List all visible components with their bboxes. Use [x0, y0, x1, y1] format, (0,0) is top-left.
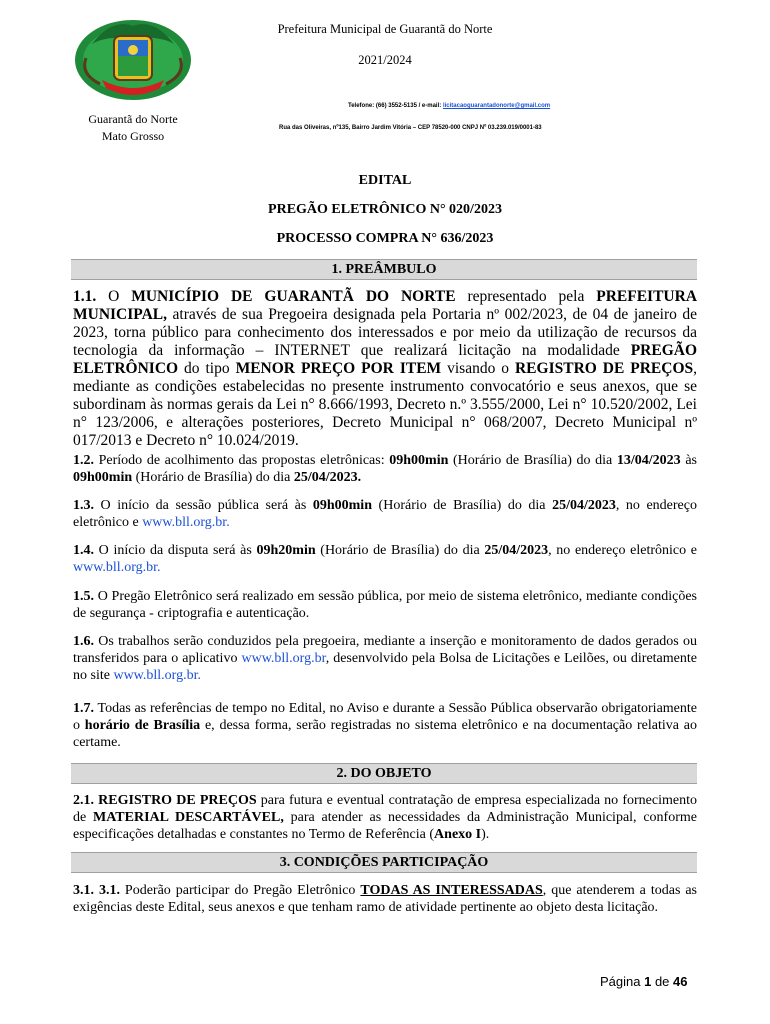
document-subheading: PREGÃO ELETRÔNICO N° 020/2023	[268, 202, 502, 217]
text: às	[680, 453, 697, 468]
bold-text: 09h00min	[312, 498, 372, 513]
email-link[interactable]: licitacaoguarantadonorte@gmail.com	[442, 103, 551, 109]
location-city: Guarantã do Norte	[88, 112, 178, 126]
section-heading-participation: 3. CONDIÇÕES PARTICIPAÇÃO	[71, 852, 697, 873]
paragraph-1-2	[73, 452, 697, 486]
bold-text: MENOR PREÇO POR ITEM	[235, 360, 442, 377]
text: (Horário de Brasília) do dia	[315, 543, 485, 558]
paragraph-number: 1.2.	[73, 453, 94, 468]
document-heading: EDITAL	[358, 173, 412, 188]
page-total: 46	[673, 974, 688, 989]
paragraph-2-1	[73, 792, 697, 843]
bold-underlined-text: TODAS AS INTERESSADAS	[360, 883, 543, 898]
paragraph-1-4	[73, 542, 697, 576]
bold-text: MUNICÍPIO DE GUARANTÃ DO NORTE	[131, 288, 456, 305]
phone-label: Telefone: (66) 3552-5135 / e-mail:	[348, 103, 443, 109]
bold-text: 13/04/2023	[616, 453, 681, 468]
bold-text: REGISTRO DE PREÇOS	[514, 360, 694, 377]
bold-text: 25/04/2023	[552, 498, 616, 513]
bold-text: Anexo I	[434, 827, 482, 842]
text: O Pregão Eletrônico será realizado em sessão pública, por meio de sistema eletrônico, mediante condições de segurança - criptografia e autenticação.	[73, 589, 697, 621]
text: Período de acolhimento das propostas eletrônicas:	[94, 453, 390, 468]
contact-line	[348, 103, 550, 109]
text: Poderão participar do Pregão Eletrônico	[119, 883, 361, 898]
text: representado pela	[455, 288, 597, 305]
text: e, dessa forma, serão registradas no sistema eletrônico e na documentação relativa ao certame.	[73, 718, 698, 750]
section-heading-preamble: 1. PREÂMBULO	[71, 259, 697, 280]
bold-text: REGISTRO DE PREÇOS	[94, 793, 257, 808]
paragraph-number: 1.5.	[73, 589, 94, 604]
section-heading-object: 2. DO OBJETO	[71, 763, 697, 784]
text: (Horário de Brasília) do dia	[371, 498, 553, 513]
location-state: Mato Grosso	[101, 129, 165, 143]
bold-text: 09h00min	[73, 470, 133, 485]
text: , no endereço eletrônico e	[73, 498, 697, 530]
text: , desenvolvido pela Bolsa de Licitações e Leilões, ou diretamente no site	[73, 651, 697, 683]
text: Os trabalhos serão conduzidos pela pregoeira, mediante a inserção e monitoramento de dados gerados ou transferidos para o aplicativo	[73, 634, 697, 666]
paragraph-number: 1.7.	[73, 701, 94, 716]
text: , no endereço eletrônico e	[548, 543, 697, 558]
bold-text: horário de Brasília	[84, 718, 201, 733]
text: O início da sessão pública será às	[94, 498, 313, 513]
bold-text: MATERIAL DESCARTÁVEL,	[93, 810, 284, 825]
paragraph-number: 2.1.	[73, 793, 94, 808]
address-line: Rua das Oliveiras, nº135, Bairro Jardim Vitória – CEP 78520-000 CNPJ Nº 03.239.019/0001-83	[279, 125, 542, 131]
bold-text: 25/04/2023.	[293, 470, 362, 485]
bold-text: PREGÃO ELETRÔNICO	[73, 342, 697, 377]
text: para futura e eventual contratação de empresa especializada no fornecimento de	[73, 793, 697, 825]
paragraph-1-5	[73, 588, 697, 622]
bold-text: PREFEITURA MUNICIPAL,	[73, 288, 698, 323]
text: O	[96, 288, 132, 305]
paragraph-1-1	[73, 288, 697, 450]
bll-website-link[interactable]: www.bll.org.br.	[113, 668, 201, 683]
paragraph-number: 3.1. 3.1.	[73, 883, 120, 898]
text: visando o	[441, 360, 515, 377]
paragraph-number: 1.1.	[73, 288, 97, 305]
paragraph-number: 1.3.	[73, 498, 94, 513]
text: (Horário de Brasília) do dia	[448, 453, 617, 468]
paragraph-number: 1.6.	[73, 634, 94, 649]
text: (Horário de Brasília) do dia	[132, 470, 294, 485]
text: ).	[481, 827, 490, 842]
bll-website-link[interactable]: www.bll.org.br.	[142, 515, 230, 530]
bold-text: 25/04/2023	[484, 543, 549, 558]
bll-app-link[interactable]: www.bll.org.br	[241, 651, 326, 666]
page-separator: de	[651, 974, 674, 989]
paragraph-1-3	[73, 497, 697, 531]
page-number	[600, 974, 687, 989]
text: , mediante as condições estabelecidas no presente instrumento convocatório e seus anexos, que se subordinam às normas gerais da Lei n° 8.666/1993, Decreto n.º 3.555/2000, Lei n° 10.520/2002, Lei n° 123/2006, e alterações posteriores, Decreto Municipal n° 068/2007, Decreto Municipal nº 017/2013 e Decreto n° 10.024/2019.	[73, 360, 697, 449]
paragraph-1-7	[73, 700, 697, 751]
municipal-coat-of-arms-icon	[72, 14, 194, 102]
bold-text: 09h20min	[256, 543, 316, 558]
bold-text: 09h00min	[389, 453, 449, 468]
process-number: PROCESSO COMPRA N° 636/2023	[276, 231, 494, 246]
text: através de sua Pregoeira designada pela Portaria nº 002/2023, de 04 de janeiro de 2023, torna público para conhecimento dos interessados e por meio da utilização de recursos da tecnologia da informação – INTERNET que realizará licitação na modalidade	[73, 306, 697, 359]
text: Todas as referências de tempo no Edital, no Aviso e durante a Sessão Pública observarão obrigatoriamente o	[73, 701, 697, 733]
paragraph-number: 1.4.	[73, 543, 94, 558]
administration-term: 2021/2024	[358, 53, 412, 67]
bll-website-link[interactable]: www.bll.org.br.	[73, 560, 161, 575]
paragraph-3-1	[73, 882, 697, 916]
page-current: 1	[644, 974, 652, 989]
text: O início da disputa será às	[94, 543, 257, 558]
text: para atender as necessidades da Administração Municipal, conforme especificações detalhadas e constantes no Termo de Referência (	[73, 810, 697, 842]
page-label: Página	[600, 974, 645, 989]
text: do tipo	[178, 360, 236, 377]
municipality-title: Prefeitura Municipal de Guarantã do Norte	[277, 22, 493, 36]
text: , que atenderem a todas as exigências deste Edital, seus anexos e que tenham ramo de atividade pertinente ao objeto desta licitação.	[73, 883, 698, 915]
paragraph-1-6	[73, 633, 697, 684]
